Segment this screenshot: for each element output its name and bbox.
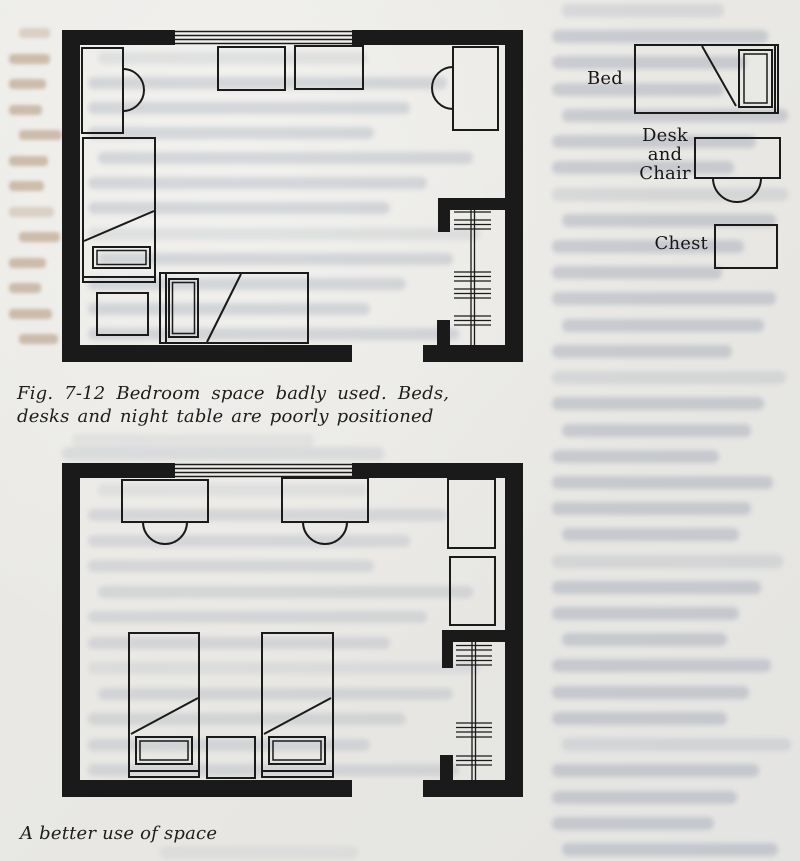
desk-b bbox=[282, 478, 368, 544]
bed-diagonal bbox=[207, 274, 241, 342]
pillow-inner bbox=[744, 54, 767, 103]
bed-diagonal bbox=[84, 211, 154, 241]
floor-plan-badly-used bbox=[62, 30, 523, 362]
chair-arc bbox=[123, 69, 144, 111]
wall-bottom-right bbox=[423, 780, 523, 797]
wall-bottom-right bbox=[423, 345, 523, 362]
pillow-inner bbox=[273, 741, 321, 760]
bed-a bbox=[129, 633, 199, 777]
pillow-inner bbox=[173, 283, 195, 334]
hanger-marks bbox=[454, 208, 491, 325]
legend-label-bed: Bed bbox=[586, 68, 623, 89]
bed-symbol bbox=[635, 45, 778, 113]
legend-label-and-line: and bbox=[647, 144, 683, 165]
wall-bottom-left bbox=[62, 780, 352, 797]
figure-caption-bottom: A better use of space bbox=[20, 823, 218, 844]
legend-label-desk-line: Desk bbox=[641, 125, 689, 146]
chair-arc bbox=[143, 522, 187, 544]
closet-rod bbox=[472, 642, 476, 780]
door-opening bbox=[353, 781, 422, 796]
wall-top-right bbox=[352, 463, 523, 478]
bed-vertical bbox=[83, 138, 155, 282]
closet-stub-top bbox=[438, 198, 450, 232]
bed-diagonal bbox=[702, 46, 736, 106]
hanger-marks bbox=[456, 641, 492, 765]
floor-plan-better-use bbox=[62, 463, 523, 797]
bed-horizontal bbox=[160, 273, 308, 343]
closet-stub-bottom bbox=[437, 320, 450, 347]
legend-label-chest: Chest bbox=[654, 233, 708, 254]
pillow bbox=[169, 279, 198, 337]
chest-symbol bbox=[715, 225, 777, 268]
chest-right-a bbox=[448, 479, 495, 548]
chair-arc bbox=[713, 178, 761, 202]
caption-line-1: Fig. 7-12 Bedroom space badly used. Beds, bbox=[17, 383, 450, 404]
door-opening bbox=[353, 346, 422, 361]
walls bbox=[62, 463, 523, 797]
legend-label-desk-chair bbox=[634, 126, 696, 183]
window bbox=[175, 32, 352, 44]
pillow-inner bbox=[140, 741, 188, 760]
chair-arc bbox=[432, 67, 453, 109]
chair-arc bbox=[303, 522, 347, 544]
closet-stub-top bbox=[442, 630, 453, 668]
bed-diagonal bbox=[131, 698, 198, 734]
chest-top-a bbox=[218, 47, 285, 90]
wall-left bbox=[62, 30, 80, 362]
wall-right bbox=[505, 463, 523, 797]
wall-right bbox=[505, 30, 523, 362]
wall-left bbox=[62, 463, 80, 797]
window bbox=[175, 465, 352, 477]
wall-top-right bbox=[352, 30, 523, 45]
closet-stub-bottom bbox=[440, 755, 453, 782]
legend-label-chair-line: Chair bbox=[639, 163, 691, 184]
pillow-inner bbox=[97, 251, 146, 265]
night-table bbox=[97, 293, 148, 335]
bed-b bbox=[262, 633, 333, 777]
night-table bbox=[207, 737, 255, 778]
desk-right bbox=[432, 47, 498, 130]
desk-left bbox=[82, 48, 144, 133]
desk-chair-symbol bbox=[695, 138, 780, 202]
chest-right-b bbox=[450, 557, 495, 625]
wall-bottom-left bbox=[62, 345, 352, 362]
desk-a bbox=[122, 480, 208, 544]
wall-top-left bbox=[62, 463, 175, 478]
wall-top-left bbox=[62, 30, 175, 45]
figure-caption-top bbox=[17, 382, 449, 428]
chest-top-b bbox=[295, 46, 363, 89]
caption-line-2: desks and night table are poorly positioned bbox=[17, 406, 434, 427]
bed-diagonal bbox=[264, 698, 331, 734]
